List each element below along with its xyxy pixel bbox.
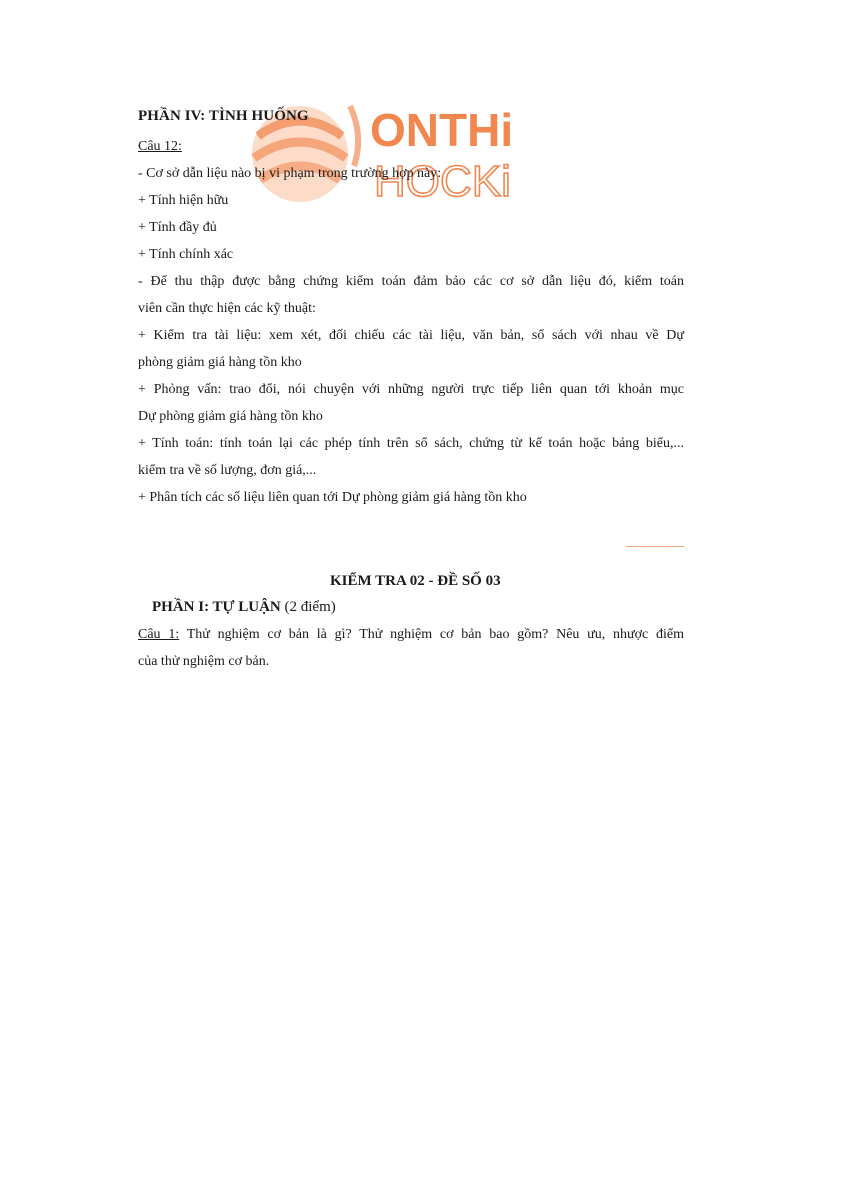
exam-question-continuation: của thử nghiệm cơ bản. <box>138 654 270 669</box>
part-heading <box>152 599 336 616</box>
answer-line: Dự phòng giảm giá hàng tồn kho <box>138 409 323 424</box>
answer-line: kiểm tra về số lượng, đơn giá,... <box>138 463 317 478</box>
exam-title: KIỂM TRA 02 - ĐỀ SỐ 03 <box>330 573 501 589</box>
question-label: Câu 12: <box>138 139 182 154</box>
answer-line: + Tính hiện hữu <box>138 193 229 208</box>
footnote-divider <box>626 546 684 547</box>
exam-question-label: Câu 1: <box>138 627 180 642</box>
logo-text-bottom: HOCKi <box>374 157 511 206</box>
answer-line: + Tính đầy đủ <box>138 220 217 235</box>
part-points: (2 điểm) <box>280 599 336 615</box>
part-heading-text: PHẦN I: TỰ LUẬN <box>152 599 281 615</box>
answer-line: - Để thu thập được bằng chứng kiểm toán đảm bảo các cơ sở dẫn liệu đó, kiểm toán <box>138 274 684 289</box>
logo-text-top: ONTHi <box>370 104 514 156</box>
exam-question <box>138 627 684 643</box>
answer-line: - Cơ sở dẫn liệu nào bị vi phạm trong trường hợp này: <box>138 166 442 181</box>
answer-line: + Phỏng vấn: trao đổi, nói chuyện với những người trực tiếp liên quan tới khoản mục <box>138 382 684 397</box>
answer-line: phòng giảm giá hàng tồn kho <box>138 355 302 370</box>
answer-line: + Tính toán: tính toán lại các phép tính trên sổ sách, chứng từ kế toán hoặc bảng biểu,... <box>138 436 684 451</box>
exam-question-text: Thử nghiệm cơ bản là gì? Thử nghiệm cơ bản bao gồm? Nêu ưu, nhược điểm <box>179 627 684 642</box>
answer-line: viên cần thực hiện các kỹ thuật: <box>138 301 316 316</box>
answer-line: + Tính chính xác <box>138 247 234 262</box>
section-heading: PHẦN IV: TÌNH HUỐNG <box>138 108 309 124</box>
answer-line: + Phân tích các số liệu liên quan tới Dự phòng giảm giá hàng tồn kho <box>138 490 527 505</box>
answer-line: + Kiểm tra tài liệu: xem xét, đối chiếu các tài liệu, văn bản, sổ sách với nhau về Dự <box>138 328 684 343</box>
